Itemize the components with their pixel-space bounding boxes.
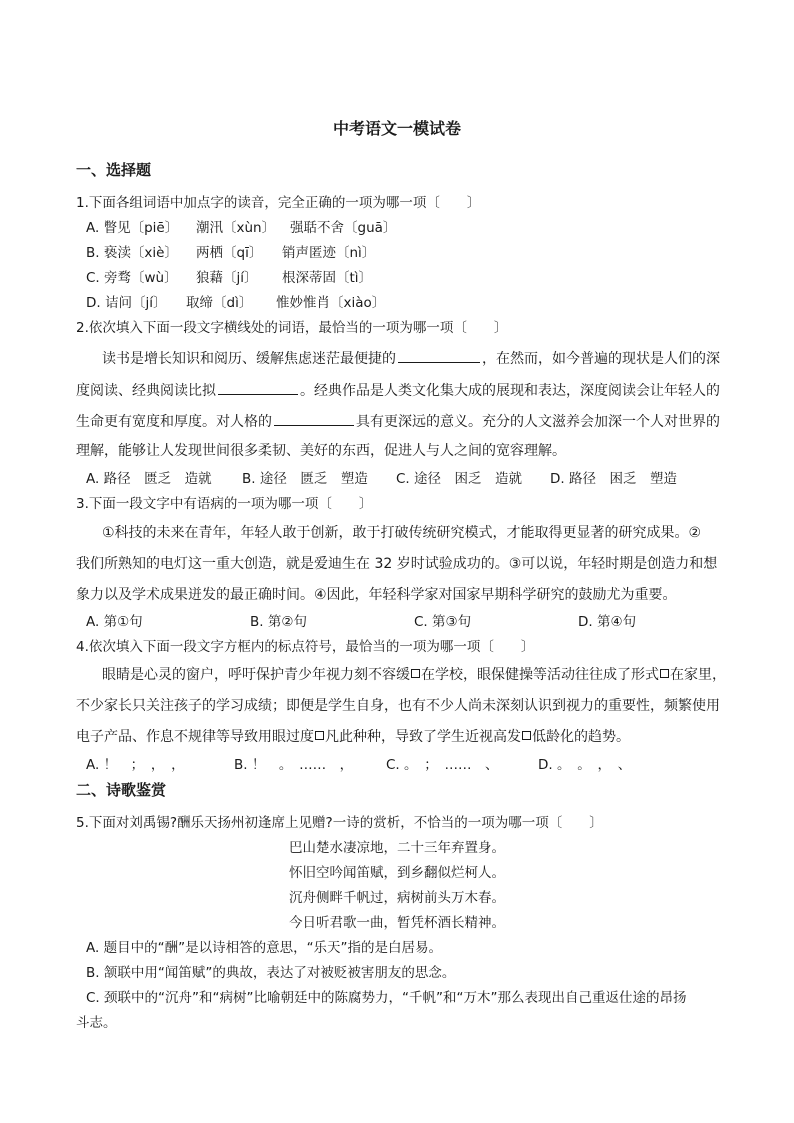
q2-passage-line-3 — [76, 411, 720, 431]
section-heading-poetry: 二、诗歌鉴赏 — [76, 781, 167, 799]
q3-passage-line-1: ①科技的未来在青年，年轻人敢于创新，敢于打破传统研究模式，才能取得更显著的研究成果。② — [102, 525, 702, 541]
q1-option-c-3: 根深蒂固〔tì〕 — [282, 270, 373, 286]
punctuation-box — [660, 669, 669, 678]
q4-passage-line-3 — [76, 728, 630, 746]
q4-text: 眼睛是心灵的窗户，呼吁保护青少年视力刻不容缓 — [102, 667, 410, 683]
q3-passage-line-2: 我们所熟知的电灯这一重大创造，就是爱迪生在 32 岁时试验成功的。③可以说，年轻时期是创造力和想 — [76, 556, 718, 572]
q4-text: 低龄化的趋势。 — [532, 729, 630, 745]
q1-option-c: C. 旁骛〔wù〕 — [86, 270, 178, 286]
q1-option-b: B. 亵渎〔xiè〕 — [86, 245, 178, 261]
question-3-stem: 3.下面一段文字中有语病的一项为哪一项〔 〕 — [76, 496, 373, 512]
q4-option-d: D. 。 。 ， 、 — [538, 757, 632, 773]
q4-text: 电子产品、作息不规律等导致用眼过度 — [76, 729, 314, 745]
q1-option-c-2: 狼藉〔jí〕 — [196, 270, 258, 286]
q2-passage-line-1 — [102, 348, 720, 368]
q4-text: 在学校，眼保健操等活动往往成了形式 — [421, 667, 659, 683]
fill-blank — [274, 411, 354, 426]
q2-passage-line-2 — [76, 380, 720, 400]
question-1-stem: 1.下面各组词语中加点字的读音，完全正确的一项为哪一项〔 〕 — [76, 195, 481, 211]
question-2-stem: 2.依次填入下面一段文字横线处的词语，最恰当的一项为哪一项〔 〕 — [76, 320, 508, 336]
q5-option-c-continued: 斗志。 — [76, 1015, 117, 1031]
question-4-stem: 4.依次填入下面一段文字方框内的标点符号，最恰当的一项为哪一项〔 〕 — [76, 639, 535, 655]
q4-option-a: A. ！ ； ， ， — [86, 757, 185, 773]
q3-option-a: A. 第①句 — [86, 614, 143, 630]
q2-text: 生命更有宽度和厚度。对人格的 — [76, 414, 272, 430]
q1-option-b-2: 两栖〔qī〕 — [196, 245, 263, 261]
punctuation-box — [411, 669, 420, 678]
q3-option-d: D. 第④句 — [578, 614, 637, 630]
q2-option-c: C. 途径 困乏 造就 — [396, 471, 523, 487]
q4-option-b: B. ！ 。 …… ， — [234, 757, 354, 773]
q2-option-d: D. 路径 困乏 塑造 — [550, 471, 677, 487]
q4-text: 凡此种种，导致了学生近视高发 — [325, 729, 521, 745]
q1-option-b-3: 销声匿迹〔nì〕 — [282, 245, 376, 261]
punctuation-box — [522, 731, 531, 740]
q1-option-d-2: 取缔〔dì〕 — [186, 295, 253, 311]
q3-option-b: B. 第②句 — [250, 614, 307, 630]
question-5-stem: 5.下面对刘禹锡?酬乐天扬州初逢席上见赠?一诗的赏析，不恰当的一项为哪一项〔 〕 — [76, 815, 603, 831]
q4-passage-line-2: 不少家长只关注孩子的学习成绩；即便是学生自身，也有不少人尚未深刻认识到视力的重要性，频繁使用 — [76, 698, 720, 714]
q2-text: 具有更深远的意义。充分的人文滋养会加深一个人对世界的 — [356, 414, 720, 430]
q2-option-b: B. 途径 匮乏 塑造 — [242, 471, 368, 487]
q2-option-a: A. 路径 匮乏 造就 — [86, 471, 212, 487]
q1-option-a: A. 瞥见〔piē〕 — [86, 220, 179, 236]
fill-blank — [398, 348, 480, 363]
q1-option-d: D. 诘问〔jí〕 — [86, 295, 167, 311]
q2-passage-line-4: 理解，能够让人发现世间很多柔韧、美好的东西，促进人与人之间的宽容理解。 — [76, 443, 566, 459]
q5-option-a: A. 题目中的“酬”是以诗相答的意思，“乐天”指的是白居易。 — [86, 940, 443, 956]
q3-passage-line-3: 象力以及学术成果迸发的最正确时间。④因此，年轻科学家对国家早期科学研究的鼓励尤为重要。 — [76, 587, 677, 603]
q4-text: 在家里， — [670, 667, 726, 683]
q2-text: 。经典作品是人类文化集大成的展现和表达，深度阅读会让年轻人的 — [300, 383, 720, 399]
q1-option-d-3: 惟妙惟肖〔xiào〕 — [276, 295, 386, 311]
punctuation-box — [315, 731, 324, 740]
q5-option-b: B. 颔联中用“闻笛赋”的典故，表达了对被贬被害朋友的思念。 — [86, 965, 456, 981]
fill-blank — [218, 380, 298, 395]
q1-option-a-2: 潮汛〔xùn〕 — [196, 220, 276, 236]
page-title: 中考语文一模试卷 — [332, 119, 461, 138]
q3-option-c: C. 第③句 — [414, 614, 472, 630]
section-heading-choice: 一、选择题 — [76, 161, 152, 179]
q2-text: 度阅读、经典阅读比拟 — [76, 383, 216, 399]
poem-line: 巴山楚水凄凉地，二十三年弃置身。 — [289, 840, 505, 856]
poem-line: 今日听君歌一曲，暂凭杯酒长精神。 — [289, 915, 505, 931]
poem-line: 怀旧空吟闻笛赋，到乡翻似烂柯人。 — [289, 865, 505, 881]
q1-option-a-3: 强聒不舍〔guā〕 — [290, 220, 397, 236]
q4-option-c: C. 。 ； …… 、 — [386, 757, 499, 773]
q2-text: ，在然而，如今普遍的现状是人们的深 — [482, 351, 720, 367]
q4-passage-line-1 — [102, 666, 726, 684]
poem-line: 沉舟侧畔千帆过，病树前头万木春。 — [289, 890, 505, 906]
q5-option-c: C. 颈联中的“沉舟”和“病树”比喻朝廷中的陈腐势力，“千帆”和“万木”那么表现出自己重返仕途的昂扬 — [86, 990, 687, 1006]
q2-text: 读书是增长知识和阅历、缓解焦虑迷茫最便捷的 — [102, 351, 396, 367]
